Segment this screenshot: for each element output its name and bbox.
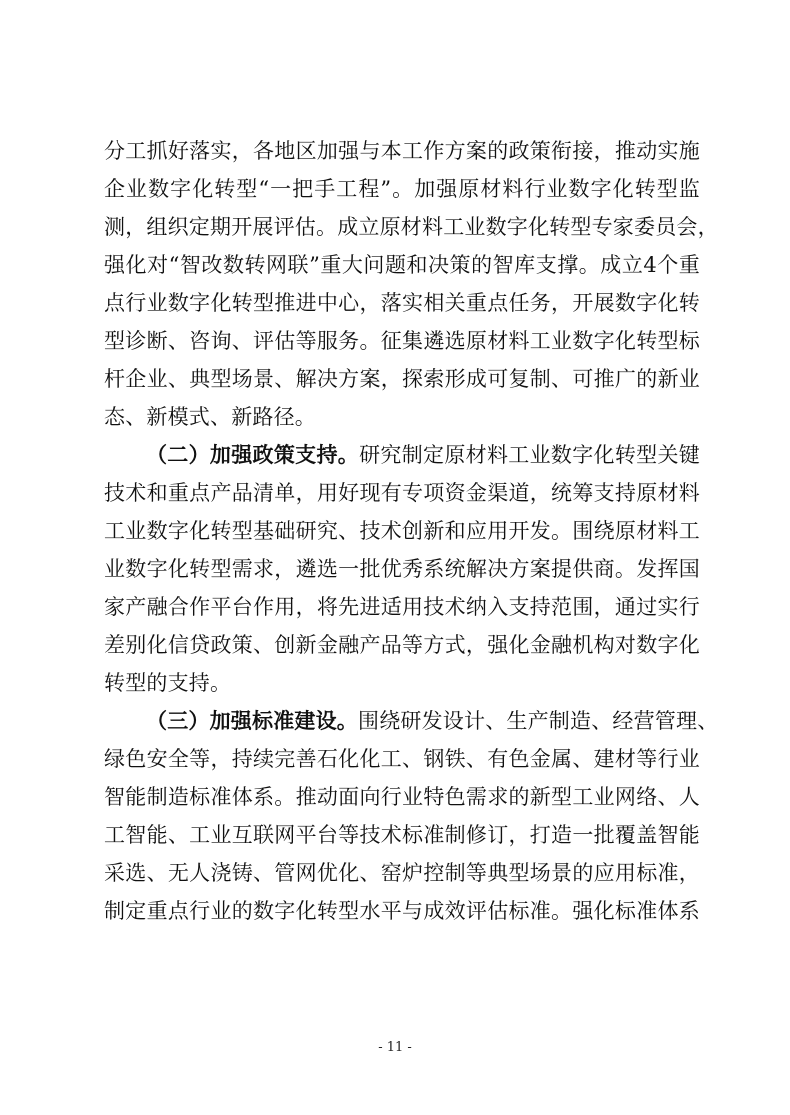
text-line: 采选、无人浇铸、管网优化、窑炉控制等典型场景的应用标准， (104, 861, 700, 885)
text-line: 测，组织定期开展评估。成立原材料工业数字化转型专家委员会， (104, 215, 719, 239)
text-line: 转型的支持。 (104, 671, 232, 695)
section-first-line (104, 702, 719, 740)
paragraph-3 (104, 702, 719, 930)
text-line: 家产融合作平台作用，将先进适用技术纳入支持范围，通过实行 (104, 595, 700, 619)
section-first-line (104, 436, 700, 474)
section-first-line-text: 研究制定原材料工业数字化转型关键 (359, 443, 701, 467)
paragraph-2 (104, 436, 700, 702)
text-line: 差别化信贷政策、创新金融产品等方式，强化金融机构对数字化 (104, 633, 700, 657)
text-line: 技术和重点产品清单，用好现有专项资金渠道，统筹支持原材料 (104, 481, 700, 505)
text-line: 企业数字化转型“一把手工程”。加强原材料行业数字化转型监 (104, 177, 700, 201)
page-number: - 11 - (378, 1040, 412, 1055)
text-line: 制定重点行业的数字化转型水平与成效评估标准。强化标准体系 (104, 899, 700, 923)
text-line: 杆企业、典型场景、解决方案，探索形成可复制、可推广的新业 (104, 367, 700, 391)
text-line: 点行业数字化转型推进中心，落实相关重点任务，开展数字化转 (104, 291, 700, 315)
section-first-line-text: 围绕研发设计、生产制造、经营管理、 (358, 709, 719, 733)
text-line: 智能制造标准体系。推动面向行业特色需求的新型工业网络、人 (104, 785, 700, 809)
section-heading: （三）加强标准建设。 (146, 709, 358, 733)
text-line: 分工抓好落实，各地区加强与本工作方案的政策衔接，推动实施 (104, 139, 700, 163)
body-text (104, 132, 719, 930)
text-line: 工智能、工业互联网平台等技术标准制修订，打造一批覆盖智能 (104, 823, 700, 847)
section-heading: （二）加强政策支持。 (146, 443, 360, 467)
text-line: 型诊断、咨询、评估等服务。征集遴选原材料工业数字化转型标 (104, 329, 700, 353)
text-line: 工业数字化转型基础研究、技术创新和应用开发。围绕原材料工 (104, 519, 700, 543)
text-line: 绿色安全等，持续完善石化化工、钢铁、有色金属、建材等行业 (104, 747, 700, 771)
text-line: 态、新模式、新路径。 (104, 405, 316, 429)
text-line: 业数字化转型需求，遴选一批优秀系统解决方案提供商。发挥国 (104, 557, 700, 581)
text-line: 强化对“智改数转网联”重大问题和决策的智库支撑。成立4个重 (104, 253, 700, 277)
paragraph-1 (104, 132, 719, 436)
